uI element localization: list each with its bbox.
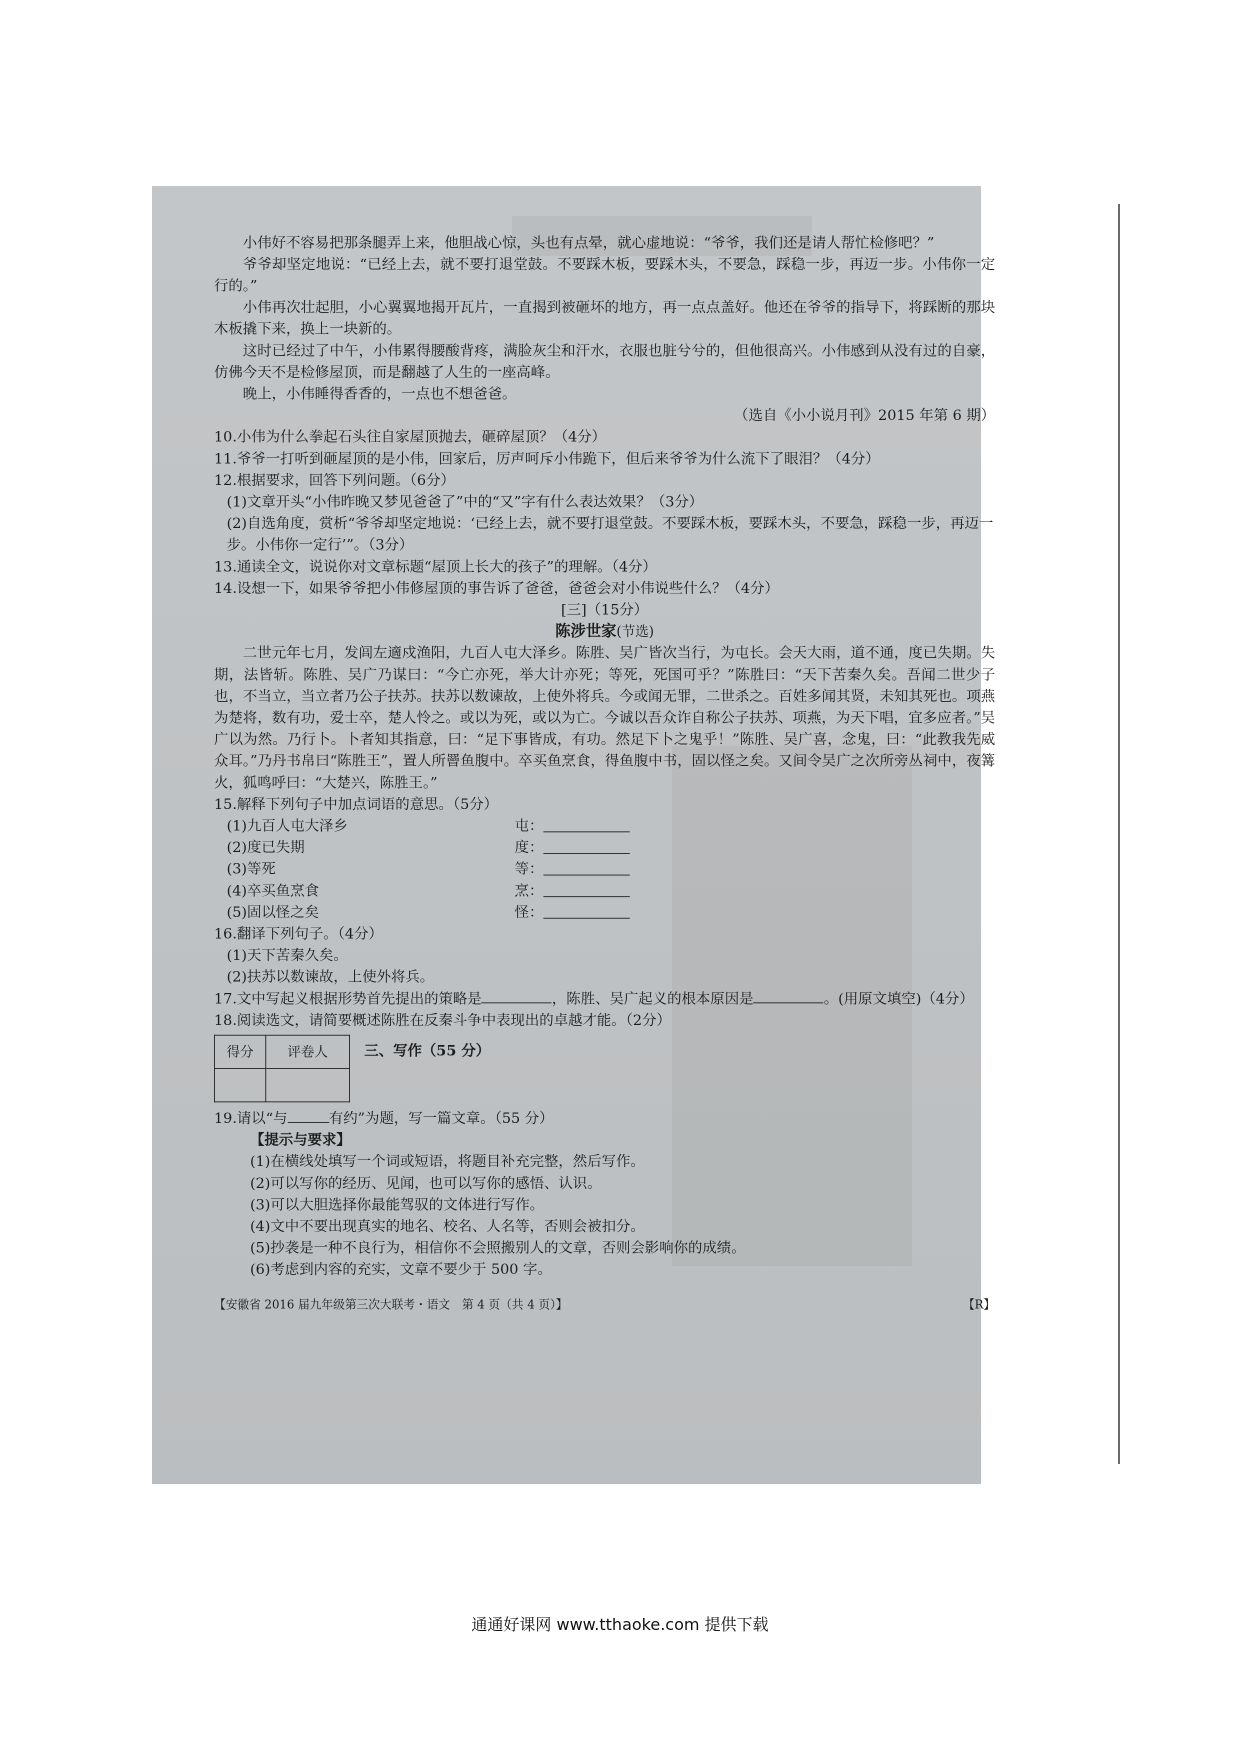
score-cell[interactable] [214,1069,265,1102]
fill-row [214,858,995,880]
answer-blank[interactable] [543,815,629,832]
question-14: 14.设想一下，如果爷爷把小伟修屋顶的事告诉了爸爸，爸爸会对小伟说些什么？（4分） [214,579,779,597]
title-blank[interactable] [287,1108,328,1123]
fill-word: 度： [514,838,544,856]
classical-text-title [214,621,995,643]
question-16-1: (1)天下苦秦久矣。 [226,946,348,964]
hint-item: (4)文中不要出现真实的地名、校名、人名等，否则会被扣分。 [250,1217,645,1235]
question-16: 16.翻译下列句子。（4分） [214,925,383,943]
fill-word: 烹： [514,881,544,899]
fill-word: 等： [514,860,544,878]
answer-blank[interactable] [543,858,629,875]
passage-paragraph: 爷爷却坚定地说：“已经上去，就不要打退堂鼓。不要踩木板，要踩木头，不要急，踩稳一步，再迈一步。小伟你一定行的。” [214,255,996,295]
fill-sentence: (5)固以怪之矣 [226,903,320,921]
fill-sentence: (2)度已失期 [226,838,305,856]
grader-cell[interactable] [266,1069,350,1102]
download-credit: 通通好课网 www.tthaoke.com 提供下载 [471,1615,769,1634]
fill-row [214,902,995,924]
passage-paragraph: 这时已经过了中午，小伟累得腰酸背疼，满脸灰尘和汗水，衣服也脏兮兮的，但他很高兴。小伟感到从没有过的自豪，仿佛今天不是检修屋顶，而是翻越了人生的一座高峰。 [214,341,996,381]
fill-word: 屯： [514,817,544,835]
question-12-1: (1)文章开头“小伟昨晚又梦见爸爸了”中的“又”字有什么表达效果？（3分） [226,493,704,511]
question-17: 17.文中写起义根据形势首先提出的策略是 ，陈胜、吴广起义的根本原因是 。(用原文填空)（4分） [214,989,974,1007]
fill-row [214,837,995,859]
fill-row [214,880,995,902]
exam-content [214,232,995,1317]
question-16-2: (2)扶苏以数谏故，上使外将兵。 [226,968,435,986]
hint-item: (2)可以写你的经历、见闻，也可以写你的感悟、认识。 [250,1174,602,1192]
passage-paragraph: 小伟好不容易把那条腿弄上来，他胆战心惊，头也有点晕，就心虚地说：“爷爷，我们还是请人帮忙检修吧？” [242,233,935,251]
part3-heading: [三]（15分） [561,601,649,619]
answer-blank[interactable] [543,880,629,897]
answer-blank[interactable] [482,988,552,1003]
hint-heading: 【提示与要求】 [250,1131,351,1149]
title-text: 陈涉世家 [555,622,617,641]
scanned-exam-photo [152,186,996,1484]
hint-item: (6)考虑到内容的充实，文章不要少于 500 字。 [250,1260,552,1278]
answer-blank[interactable] [543,837,629,854]
score-box-row [214,1035,995,1103]
question-12-2: (2)自选角度，赏析“爷爷却坚定地说：‘已经上去，就不要打退堂鼓。不要踩木板，要踩木头，不要急，踩稳一步，再迈一步。小伟你一定行’”。（3分） [226,514,994,554]
question-18: 18.阅读选文，请简要概述陈胜在反秦斗争中表现出的卓越才能。（2分） [214,1011,671,1029]
passage-paragraph: 小伟再次壮起胆，小心翼翼地揭开瓦片，一直揭到被砸坏的地方，再一点点盖好。他还在爷爷的指导下，将踩断的那块木板撬下来，换上一块新的。 [214,298,996,338]
classical-text: 二世元年七月，发闾左適戍渔阳，九百人屯大泽乡。陈胜、吴广皆次当行，为屯长。会天大雨，道不通，度已失期。失期，法皆斩。陈胜、吴广乃谋曰：“今亡亦死，举大计亦死；等死，死国可乎？”陈胜曰：“天下苦秦久矣。吾闻二世少子也，不当立，当立者乃公子扶苏。扶苏以数谏故，上使外将兵。今或闻无罪，二世杀之。百姓多闻其贤，未知其死也。项燕为楚将，数有功，爱士卒，楚人怜之。或以为死，或以为亡。今诚以吾众诈自称公子扶苏、项燕，为天下唱，宜多应者。”吴广以为然。乃行卜。卜者知其指意，曰：“足下事皆成，有功。然足下卜之鬼乎！”陈胜、吴广喜，念鬼，曰：“此教我先威众耳。”乃丹书帛曰“陈胜王”，置人所罾鱼腹中。卒买鱼烹食，得鱼腹中书，固以怪之矣。又间令吴广之次所旁丛祠中，夜篝火，狐鸣呼曰：“大楚兴，陈胜王。” [214,644,996,791]
hint-item: (3)可以大胆选择你最能驾驭的文体进行写作。 [250,1195,545,1213]
title-note: (节选) [616,623,654,640]
score-label: 得分 [214,1035,265,1068]
page-edge-line [1118,204,1120,1464]
fill-sentence: (1)九百人屯大泽乡 [226,817,348,835]
fill-word: 怪： [514,903,544,921]
question-12: 12.根据要求，回答下列问题。（6分） [214,471,455,489]
fill-sentence: (3)等死 [226,860,276,878]
answer-blank[interactable] [543,902,629,919]
question-19: 19.请以“与 有约”为题，写一篇文章。（55 分） [214,1109,554,1127]
fill-sentence: (4)卒买鱼烹食 [226,881,320,899]
question-13: 13.通读全文，说说你对文章标题“屋顶上长大的孩子”的理解。（4分） [214,557,657,575]
question-10: 10.小伟为什么拳起石头往自家屋顶抛去，砸碎屋顶？（4分） [214,428,607,446]
answer-blank[interactable] [754,988,824,1003]
question-11: 11.爷爷一打听到砸屋顶的是小伟，回家后，厉声呵斥小伟跪下，但后来爷爷为什么流下了眼泪？（4分） [214,449,880,467]
writing-section-title: 三、写作（55 分） [364,1042,491,1060]
page-footer [214,1295,995,1317]
question-15: 15.解释下列句子中加点词语的意思。（5分） [214,795,499,813]
passage-source: （选自《小小说月刊》2015 年第 6 期） [734,406,996,424]
footer-left: 【安徽省 2016 届九年级第三次大联考・语文 第 4 页（共 4 页）】 [214,1298,568,1312]
footer-right: 【R】 [962,1298,996,1312]
hint-item: (1)在横线处填写一个词或短语，将题目补充完整，然后写作。 [250,1152,645,1170]
passage-paragraph: 晚上，小伟睡得香香的，一点也不想爸爸。 [242,385,517,403]
grader-label: 评卷人 [266,1035,350,1068]
score-table [214,1035,350,1103]
hint-item: (5)抄袭是一种不良行为，相信你不会照搬别人的文章，否则会影响你的成绩。 [250,1239,746,1257]
fill-row [214,815,995,837]
